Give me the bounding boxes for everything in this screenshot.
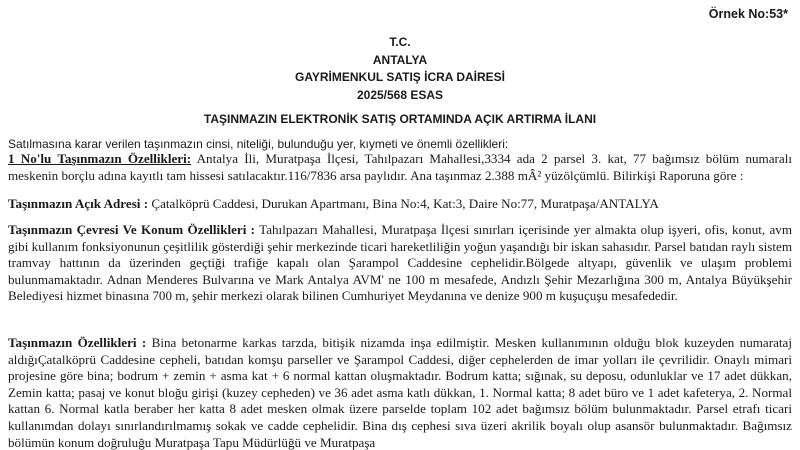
surroundings-text: Tahılpazarı Mahallesi, Muratpaşa İlçesi sınırları içerisinde yer almakta olup işyeri, ofis, konut, avm gibi kullanım fonksiyonunun çeşitlilik gösterdiği şehir merkezinde ticari hareketliliğin yoğun yaşandığı bir iskan sahasıdır. Parsel batıdan raylı sistem tramvay hattının da üzerinden geçtiği trafiğe kapalı olan Şarampol Caddesine cephelidir.Bölgede altyapı, güvenlik ve ulaşım problemi bulunmamaktadır. Adnan Menderes Bulvarına ve Mark Antalya AVM' ne 100 m mesafede, Andızlı Şehir Mezarlığına 300 m, Antalya Büyükşehir Belediyesi hizmet binasına 700 m, şehir merkezi olarak bilinen Cumhuriyet Meydanına ve denize 900 m kuşuçuşu mesafededir. bbox=[8, 222, 793, 304]
features-text: Bina betonarme karkas tarzda, bitişik nizamda inşa edilmiştir. Mesken kullanımının olduğu blok kuzeyden numarataj aldığıÇatalköprü Caddesine cepheli, batıdan komşu parseller ve Şarampol Caddesi, diğer cephelerden de imar yolları ile çevrilidir. Onaylı mimari projesine göre bina; bodrum + zemin + asma kat + 6 normal kattan oluşmaktadır. Bodrum katta; sığınak, su deposu, odunluklar ve 17 adet dükkan, Zemin katta; pasaj ve konut bloğu girişi (kuzey cepheden) ve 36 adet asma katlı dükkan, 1. Normal katta; 8 adet büro ve 1 adet kafeterya, 2. Normal kattan 6. Normal katla beraber her katta 8 adet mesken olmak üzere parselde toplam 102 adet bağımsız bölüm bulunmaktadır. Parsel etrafı ticari kullanımdan dolayı sınırlandırılmamış sokak ve cadde cephelidir. Bina dış cephesi sıva üzeri akrilik boyalı olup asansör bulunmaktadır. Bağımsız bölümün konum doğruluğu Muratpaşa Tapu Müdürlüğü ve Muratpaşa bbox=[8, 335, 792, 450]
intro-text: Satılmasına karar verilen taşınmazın cinsi, niteliği, bulunduğu yer, kıymeti ve önemli özellikleri: bbox=[8, 137, 509, 151]
address-text: Çatalköprü Caddesi, Durukan Apartmanı, Bina No:4, Kat:3, Daire No:77, Muratpaşa/ANTALYA bbox=[148, 196, 659, 211]
header-line-tc: T.C. bbox=[389, 35, 411, 49]
property-1-text: Antalya İli, Muratpaşa İlçesi, Tahılpazarı Mahallesi,3334 ada 2 parsel 3. kat, 77 bağımsız bölüm numaralı meskenin borçlu adına kayıtlı tam hissesi satılacaktır.116/7836 arsa paylıdır. Ana taşınmaz 2.388 mÂ² yüzölçümlü. Bilirkişi Raporuna göre : bbox=[8, 151, 793, 183]
surroundings-label: Taşınmazın Çevresi Ve Konum Özellikleri : bbox=[8, 222, 256, 237]
property-1-paragraph bbox=[8, 151, 792, 184]
property-1-label: 1 No'lu Taşınmazın Özellikleri: bbox=[8, 151, 192, 166]
header-line-city: ANTALYA bbox=[372, 52, 428, 67]
header-line-office: GAYRİMENKUL SATIŞ İCRA DAİRESİ bbox=[294, 70, 506, 84]
address-paragraph bbox=[8, 196, 792, 213]
announcement-title: TAŞINMAZIN ELEKTRONİK SATIŞ ORTAMINDA AÇIK ARTIRMA İLANI bbox=[203, 112, 597, 126]
features-paragraph bbox=[8, 335, 792, 450]
document-header bbox=[0, 34, 800, 104]
header-line-case-no: 2025/568 ESAS bbox=[356, 87, 444, 102]
surroundings-paragraph bbox=[8, 222, 792, 305]
form-number: Örnek No:53* bbox=[708, 7, 788, 21]
address-label: Taşınmazın Açık Adresi : bbox=[8, 196, 149, 211]
features-label: Taşınmazın Özellikleri : bbox=[8, 335, 147, 350]
